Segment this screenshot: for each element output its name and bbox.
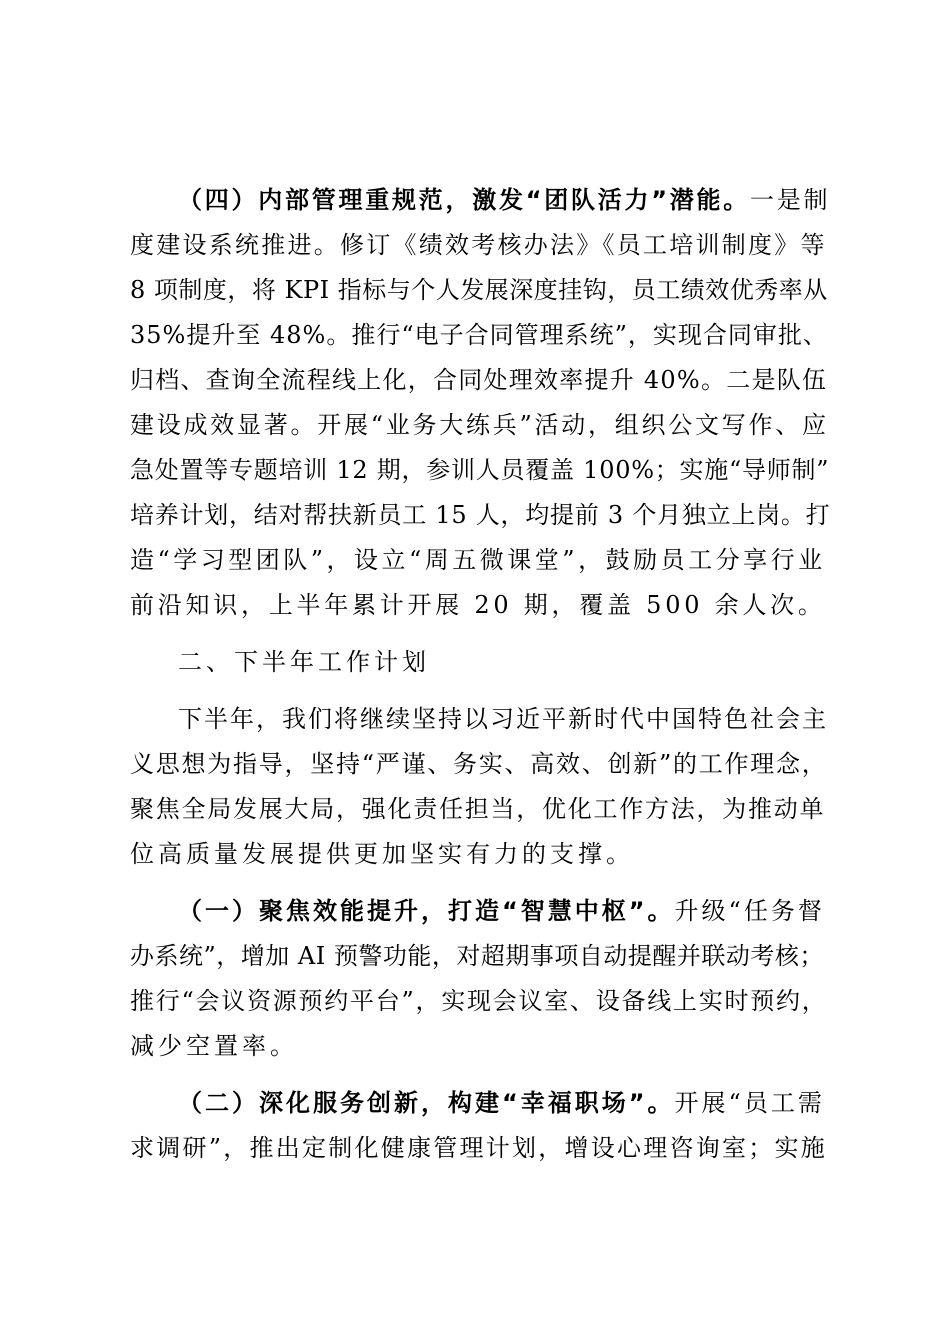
part2-intro-line-4: 位高质量发展提供更加坚实有力的支撑。 <box>130 840 634 868</box>
plan1-heading: （一）聚焦效能提升，打造“智慧中枢”。 <box>178 897 675 925</box>
part2-intro-line-1: 下半年，我们将继续坚持以习近平新时代中国特色社会主 <box>178 705 828 733</box>
section4-line-4: 35%提升至 48%。推行“电子合同管理系统”，实现合同审批、 <box>130 321 828 349</box>
section4-line-7: 急处置等专题培训 12 期，参训人员覆盖 100%；实施“导师制” <box>130 456 830 484</box>
part2-intro-line-3: 聚焦全局发展大局，强化责任担当，优化工作方法，为推动单 <box>130 795 826 823</box>
plan1-line-1 <box>178 897 825 925</box>
section4-line-5: 归档、查询全流程线上化，合同处理效率提升 40%。二是队伍 <box>130 366 828 394</box>
section4-line-1-text: 一是制 <box>750 186 831 214</box>
section4-line-2: 度建设系统推进。修订《绩效考核办法》《员工培训制度》等 <box>130 231 827 259</box>
part2-heading: 二、下半年工作计划 <box>178 648 430 676</box>
part2-intro-line-2: 义思想为指导，坚持“严谨、务实、高效、创新”的工作理念， <box>130 750 828 778</box>
section4-line-10: 前沿知识，上半年累计开展 20 期，覆盖 500 余人次。 <box>130 591 826 619</box>
section4-line-9: 造“学习型团队”，设立“周五微课堂”，鼓励员工分享行业 <box>130 546 826 574</box>
plan1-line-3: 推行“会议资源预约平台”，实现会议室、设备线上实时预约， <box>130 987 828 1015</box>
plan2-line-1-text: 开展“员工需 <box>674 1089 825 1117</box>
plan2-line-1 <box>178 1089 825 1117</box>
section4-line-8: 培养计划，结对帮扶新员工 15 人，均提前 3 个月独立上岗。打 <box>130 501 831 529</box>
plan2-heading: （二）深化服务创新，构建“幸福职场”。 <box>178 1089 675 1117</box>
plan1-line-4: 减少空置率。 <box>130 1032 298 1060</box>
section4-heading: （四）内部管理重规范，激发“团队活力”潜能。 <box>178 186 751 214</box>
section4-line-1 <box>178 186 830 214</box>
section4-line-3: 8 项制度，将 KPI 指标与个人发展深度挂钩，员工绩效优秀率从 <box>130 276 828 304</box>
plan1-line-1-text: 升级“任务督 <box>674 897 825 925</box>
section4-line-6: 建设成效显著。开展“业务大练兵”活动，组织公文写作、应 <box>130 411 829 439</box>
plan2-line-2: 求调研”，推出定制化健康管理计划，增设心理咨询室；实施 <box>130 1134 828 1162</box>
plan1-line-2: 办系统”，增加 AI 预警功能，对超期事项自动提醒并联动考核； <box>130 942 824 970</box>
